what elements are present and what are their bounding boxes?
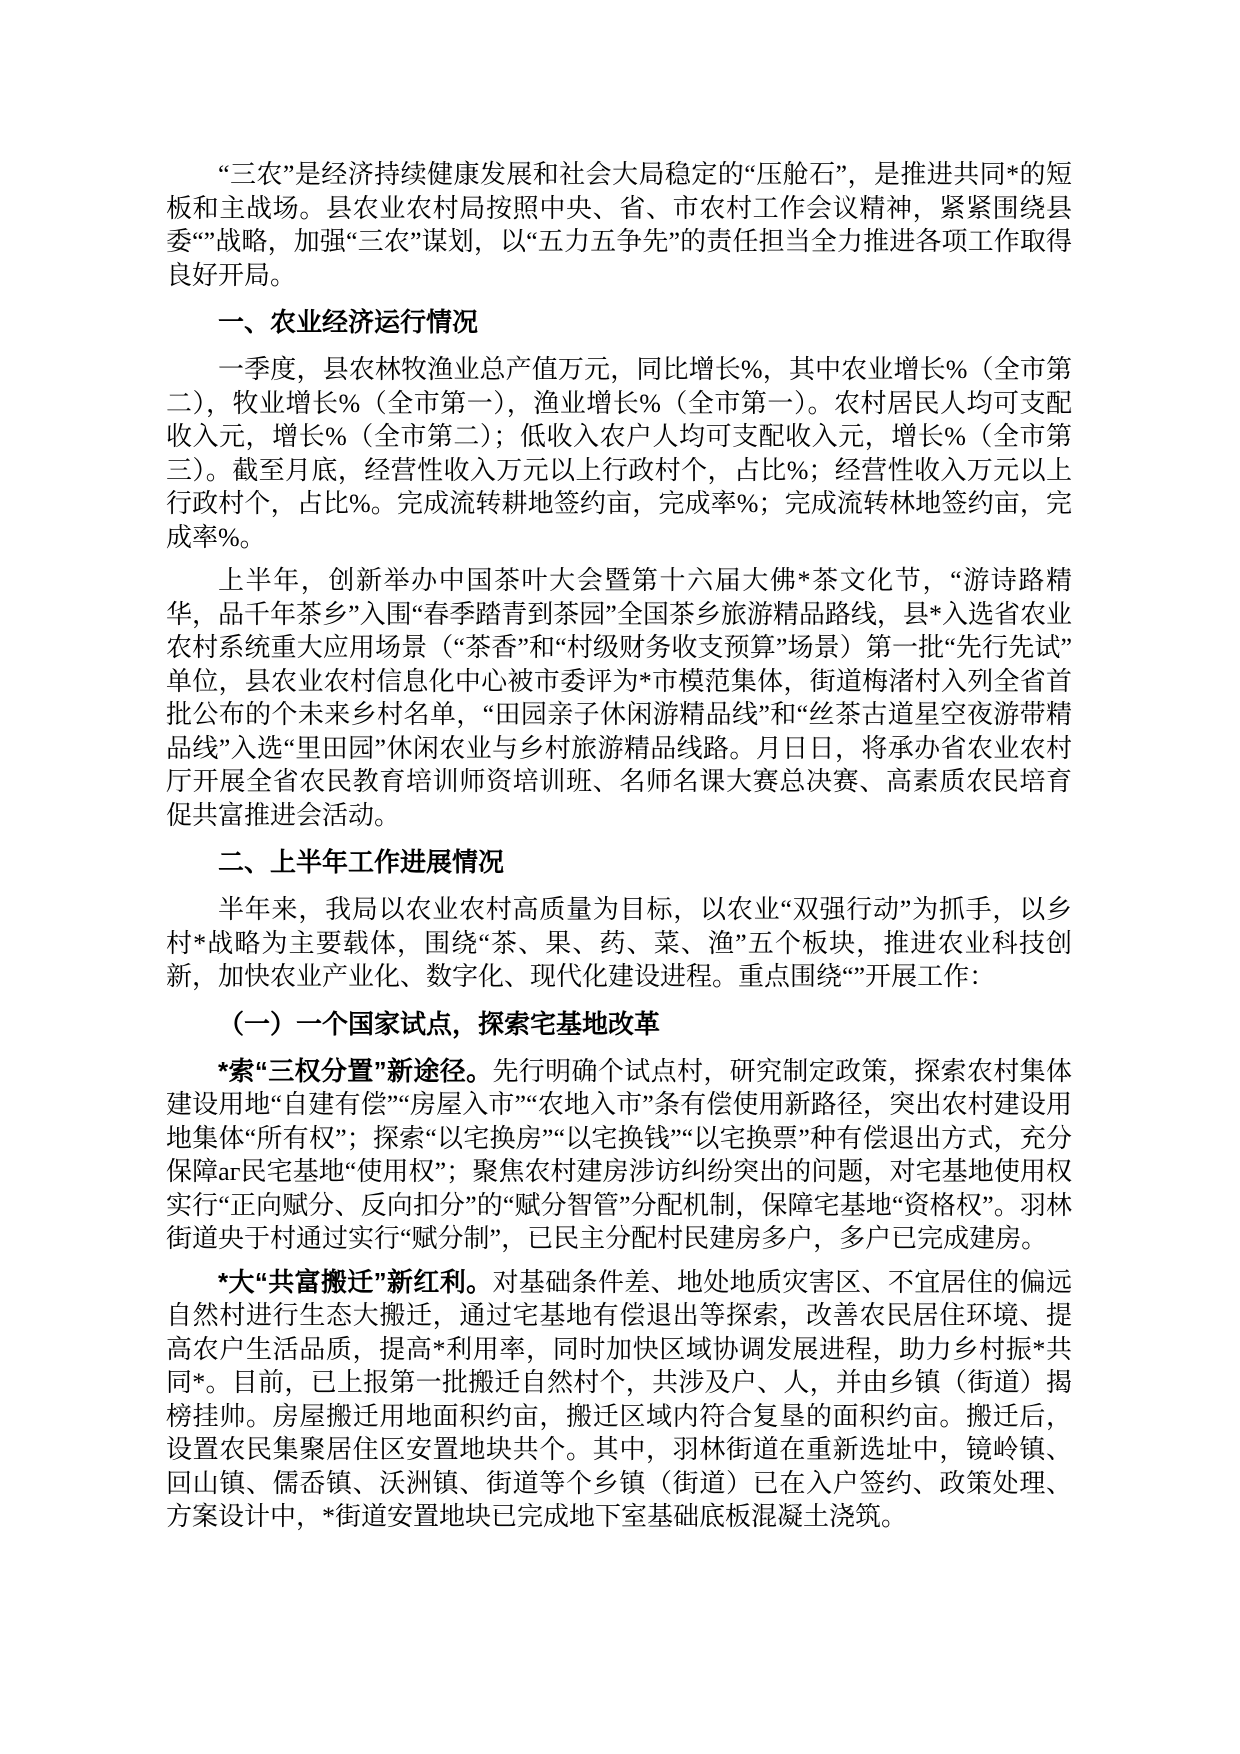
document-body [166,158,1072,1534]
subsection-1-heading: （一）一个国家试点，探索宅基地改革 [218,1008,661,1039]
section-2-heading: 二、上半年工作进展情况 [218,847,505,877]
work-progress-paragraph: 半年来，我局以农业农村高质量为目标，以农业“双强行动”为抓手，以乡村*战略为主要载体，围绕“茶、果、药、菜、渔”五个板块，推进农业科技创新，加快农业产业化、数字化、现代化建设进程。重点围绕“”开展工作： [166,895,1072,991]
section-1-heading: 一、农业经济运行情况 [218,307,479,337]
relocation-paragraph [166,1266,1072,1534]
relocation-lead: *大“共富搬迁”新红利。 [218,1266,493,1297]
intro-paragraph: “三农”是经济持续健康发展和社会大局稳定的“压舱石”，是推进共同*的短板和主战场。县农业农村局按照中央、省、市农村工作会议精神，紧紧围绕县委“”战略，加强“三农”谋划，以“五力五争先”的责任担当全力推进各项工作取得良好开局。 [166,160,1072,290]
land-reform-lead: *索“三权分置”新途径。 [218,1055,493,1086]
relocation-text: 对基础条件差、地处地质灾害区、不宜居住的偏远自然村进行生态大搬迁，通过宅基地有偿退出等探索，改善农民居住环境、提高农户生活品质，提高*利用率，同时加快区域协调发展进程，助力乡村振*共同*。目前，已上报第一批搬迁自然村个，共涉及户、人，并由乡镇（街道）揭榜挂帅。房屋搬迁用地面积约亩，搬迁区域内符合复垦的面积约亩。搬迁后，设置农民集聚居住区安置地块共个。其中，羽林街道在重新选址中，镜岭镇、回山镇、儒岙镇、沃洲镇、街道等个乡镇（街道）已在入户签约、政策处理、方案设计中，*街道安置地块已完成地下室基础底板混凝土浇筑。 [166,1267,1072,1531]
half-year-achievements-paragraph: 上半年，创新举办中国茶叶大会暨第十六届大佛*茶文化节，“游诗路精华，品千年茶乡”入围“春季踏青到茶园”全国茶乡旅游精品路线，县*入选省农业农村系统重大应用场景（“茶香”和“村级财务收支预算”场景）第一批“先行先试”单位，县农业农村信息化中心被市委评为*市模范集体，街道梅渚村入列全省首批公布的个未来乡村名单，“田园亲子休闲游精品线”和“丝茶古道星空夜游带精品线”入选“里田园”休闲农业与乡村旅游精品线路。月日日，将承办省农业农村厅开展全省农民教育培训师资培训班、名师名课大赛总决赛、高素质农民培育促共富推进会活动。 [166,566,1072,830]
land-reform-paragraph [166,1055,1072,1256]
agriculture-economy-paragraph: 一季度，县农林牧渔业总产值万元，同比增长%，其中农业增长%（全市第二），牧业增长%（全市第一），渔业增长%（全市第一）。农村居民人均可支配收入元，增长%（全市第二）；低收入农户人均可支配收入元，增长%（全市第三）。截至月底，经营性收入万元以上行政村个，占比%；经营性收入万元以上行政村个，占比%。完成流转耕地签约亩，完成率%；完成流转林地签约亩，完成率%。 [166,355,1072,552]
land-reform-text: 先行明确个试点村，研究制定政策，探索农村集体建设用地“自建有偿”“房屋入市”“农地入市”条有偿使用新路径，突出农村建设用地集体“所有权”；探索“以宅换房”“以宅换钱”“以宅换票”种有偿退出方式，充分保障аг民宅基地“使用权”；聚焦农村建房涉访纠纷突出的问题，对宅基地使用权实行“正向赋分、反向扣分”的“赋分智管”分配机制，保障宅基地“资格权”。羽林街道央于村通过实行“赋分制”，已民主分配村民建房多户，多户已完成建房。 [166,1056,1072,1253]
